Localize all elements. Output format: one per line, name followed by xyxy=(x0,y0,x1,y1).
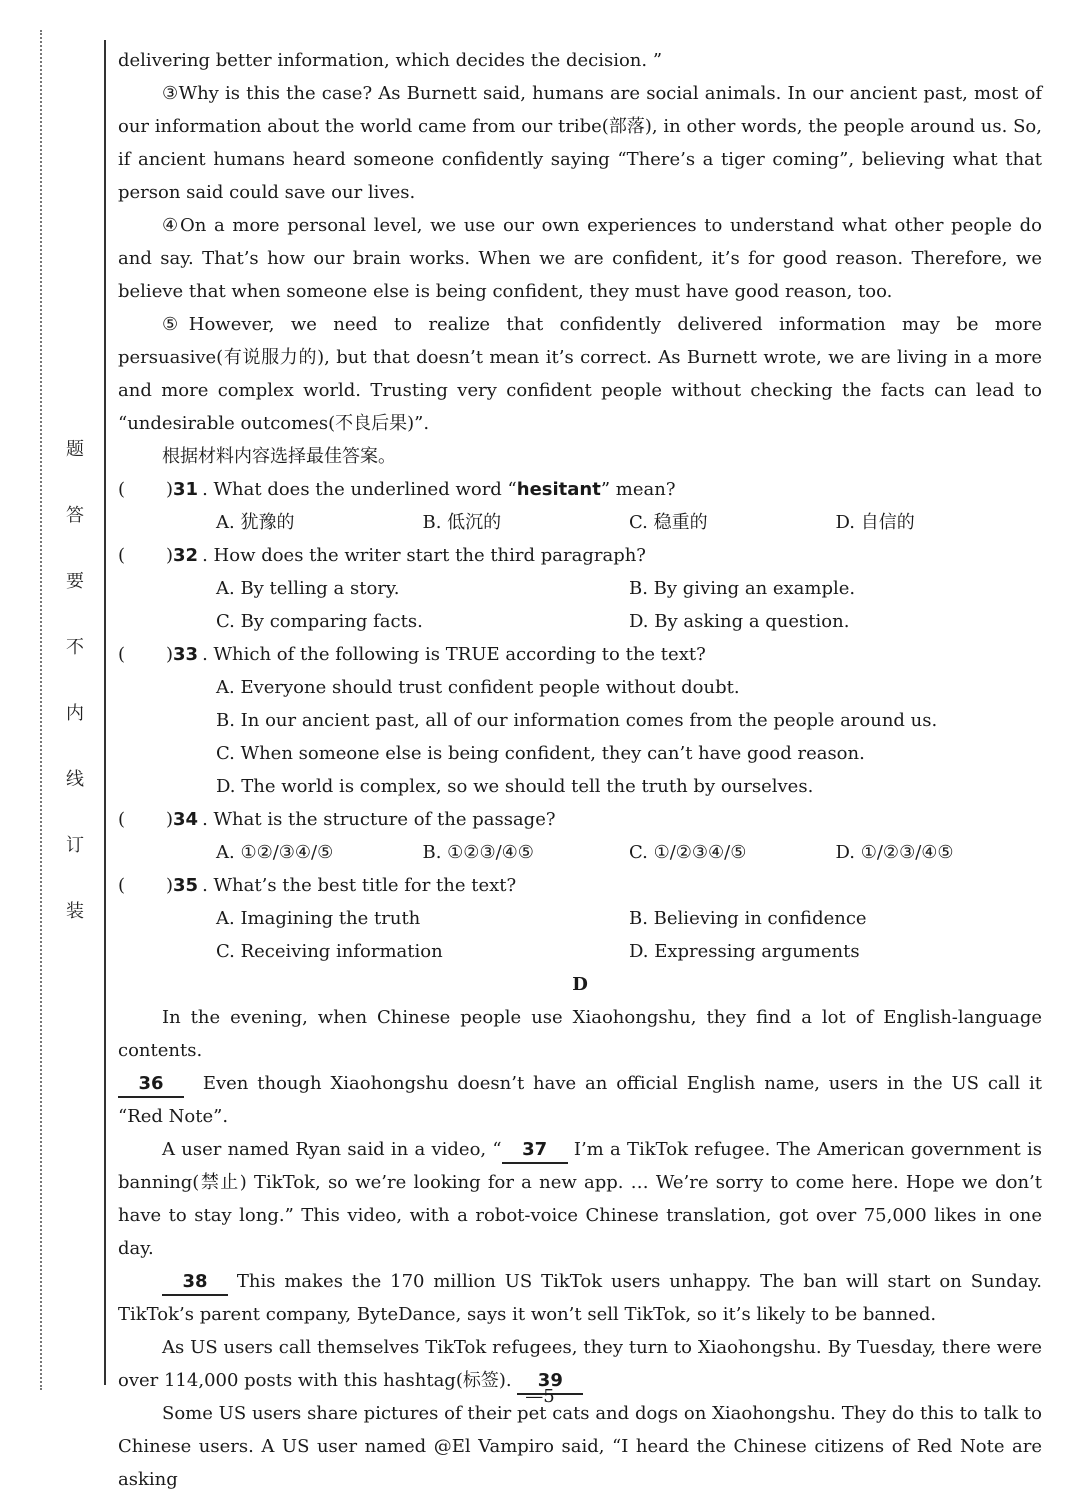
option-c[interactable]: C. ①/②③④/⑤ xyxy=(629,842,747,863)
option-b[interactable]: B. 低沉的 xyxy=(422,512,502,533)
option-b[interactable]: B. By giving an example. xyxy=(629,578,856,599)
cloze-blank-36[interactable]: 36 xyxy=(118,1072,184,1098)
option-c[interactable]: C. Receiving information xyxy=(216,941,443,962)
options-31 xyxy=(118,506,1042,539)
instruction: 根据材料内容选择最佳答案。 xyxy=(162,446,396,467)
d-p1-after: Even though Xiaohongshu doesn’t have an official English name, users in the US call it “Red Note”. xyxy=(118,1073,1042,1127)
answer-blank[interactable]: ( xyxy=(118,479,126,500)
cloze-blank-38[interactable]: 38 xyxy=(162,1270,228,1296)
d-p1-text: In the evening, when Chinese people use Xiaohongshu, they find a lot of English-language contents. xyxy=(118,1007,1042,1061)
paragraph-continued: delivering better information, which decides the decision. ” xyxy=(118,50,663,71)
answer-blank[interactable]: ( xyxy=(118,545,126,566)
question-number: 32 xyxy=(173,545,199,566)
paragraph-5: ⑤However, we need to realize that confidently delivered information may be more persuasive(有说服力的), but that doesn’t mean it’s correct. As Burnett wrote, we are living in a more and more complex world. Trusting very confident people without checking the facts can lead to “undesirable outcomes(不良后果)”. xyxy=(118,314,1042,434)
option-c[interactable]: C. When someone else is being confident, they can’t have good reason. xyxy=(216,743,865,764)
d-p2-before: A user named Ryan said in a video, “ xyxy=(162,1139,502,1160)
question-stem: . What is the structure of the passage? xyxy=(202,809,556,830)
answer-close: ) xyxy=(166,644,174,665)
margin-char: 题 xyxy=(66,439,84,460)
answer-close: ) xyxy=(166,545,174,566)
question-31 xyxy=(118,473,1042,506)
question-stem-end: ” mean? xyxy=(600,479,676,500)
margin-char: 内 xyxy=(66,703,84,724)
option-a[interactable]: A. 犹豫的 xyxy=(216,512,295,533)
question-32 xyxy=(118,539,1042,572)
option-a[interactable]: A. ①②/③④/⑤ xyxy=(216,842,334,863)
answer-blank[interactable]: ( xyxy=(118,875,126,896)
margin-char: 不 xyxy=(66,637,84,658)
answer-close: ) xyxy=(166,479,174,500)
option-a[interactable]: A. Everyone should trust confident people without doubt. xyxy=(216,677,740,698)
d-paragraph-2 xyxy=(118,1133,1042,1265)
answer-close: ) xyxy=(166,809,174,830)
cloze-blank-37[interactable]: 37 xyxy=(502,1138,568,1164)
section-title: D xyxy=(572,974,588,995)
option-c[interactable]: C. By comparing facts. xyxy=(216,611,423,632)
margin-char: 要 xyxy=(66,571,84,592)
option-d[interactable]: D. The world is complex, so we should tell the truth by ourselves. xyxy=(216,776,814,797)
option-b[interactable]: B. ①②③/④⑤ xyxy=(422,842,534,863)
paragraph-3: ③Why is this the case? As Burnett said, humans are social animals. In our ancient past, most of our information about the world came from our tribe(部落), in other words, the people around us. So, if ancient humans heard someone confidently saying “There’s a tiger coming”, believing what that person said could save our lives. xyxy=(118,83,1042,203)
binding-margin-notice xyxy=(60,440,90,968)
answer-close: ) xyxy=(166,875,174,896)
margin-rule xyxy=(104,40,106,1385)
option-a[interactable]: A. By telling a story. xyxy=(216,578,400,599)
answer-blank[interactable]: ( xyxy=(118,644,126,665)
question-stem: . How does the writer start the third paragraph? xyxy=(202,545,646,566)
question-keyword: hesitant xyxy=(516,479,601,500)
options-32-row2 xyxy=(118,605,1042,638)
d-paragraph-5: Some US users share pictures of their pet cats and dogs on Xiaohongshu. They do this to talk to Chinese users. A US user named @El Vampiro said, “I heard the Chinese citizens of Red Note are asking xyxy=(118,1403,1042,1490)
d-paragraph-3 xyxy=(118,1265,1042,1331)
option-d[interactable]: D. ①/②③/④⑤ xyxy=(835,842,954,863)
question-number: 34 xyxy=(173,809,199,830)
option-d[interactable]: D. 自信的 xyxy=(835,512,915,533)
question-number: 35 xyxy=(173,875,199,896)
question-stem: . Which of the following is TRUE according to the text? xyxy=(202,644,706,665)
question-number: 31 xyxy=(173,479,199,500)
d-paragraph-1 xyxy=(118,1001,1042,1067)
question-number: 33 xyxy=(173,644,199,665)
options-32-row1 xyxy=(118,572,1042,605)
d-p4-before: As US users call themselves TikTok refugees, they turn to Xiaohongshu. By Tuesday, there were over 114,000 posts with this hashtag(标签). xyxy=(118,1337,1042,1391)
page-number: —5 xyxy=(525,1386,555,1407)
cloze-blank-39[interactable]: 39 xyxy=(517,1369,583,1395)
d-p2-after: I’m a TikTok refugee. The American government is banning(禁止) TikTok, so we’re looking for a new app. … We’re sorry to come here. Hope we don’t have to stay long.” This video, with a robot-voice Chinese translation, got over 75,000 likes in one day. xyxy=(118,1139,1042,1259)
options-35-row2 xyxy=(118,935,1042,968)
question-34 xyxy=(118,803,1042,836)
option-d[interactable]: D. Expressing arguments xyxy=(629,941,860,962)
question-stem-start: . What does the underlined word “ xyxy=(202,479,517,500)
margin-char: 答 xyxy=(66,505,84,526)
options-34 xyxy=(118,836,1042,869)
paragraph-4: ④On a more personal level, we use our own experiences to understand what other people do and say. That’s how our brain works. When we are confident, it’s for good reason. Therefore, we believe that when someone else is being confident, they must have good reason, too. xyxy=(118,215,1042,302)
binding-dotted-line xyxy=(40,30,42,1390)
page-content xyxy=(118,44,1042,1496)
options-35-row1 xyxy=(118,902,1042,935)
option-a[interactable]: A. Imagining the truth xyxy=(216,908,421,929)
answer-blank[interactable]: ( xyxy=(118,809,126,830)
margin-char: 线 xyxy=(66,769,84,790)
margin-char: 装 xyxy=(66,901,84,922)
option-b[interactable]: B. Believing in confidence xyxy=(629,908,867,929)
d-p3-after: This makes the 170 million US TikTok users unhappy. The ban will start on Sunday. TikTok’s parent company, ByteDance, says it won’t sell TikTok, so it’s likely to be banned. xyxy=(118,1271,1042,1325)
question-35 xyxy=(118,869,1042,902)
option-b[interactable]: B. In our ancient past, all of our information comes from the people around us. xyxy=(216,710,938,731)
option-c[interactable]: C. 稳重的 xyxy=(629,512,708,533)
margin-char: 订 xyxy=(66,835,84,856)
d-paragraph-1-cont xyxy=(118,1067,1042,1133)
option-d[interactable]: D. By asking a question. xyxy=(629,611,850,632)
question-stem: . What’s the best title for the text? xyxy=(202,875,517,896)
question-33 xyxy=(118,638,1042,671)
